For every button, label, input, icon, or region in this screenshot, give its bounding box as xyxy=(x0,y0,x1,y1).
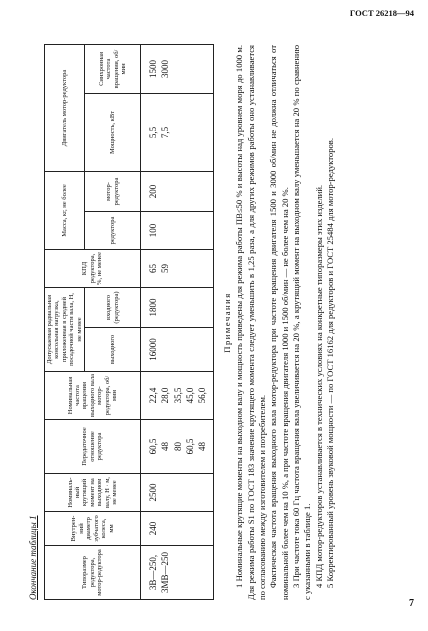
cell-load-in: 1800 xyxy=(141,287,214,327)
cell-mass-reducer: 100 xyxy=(141,211,214,249)
header-load-in: входного (редуктора) xyxy=(85,287,141,327)
header-motor-speed: Синхронная частота вращения, об/мин xyxy=(85,44,141,93)
cell-speeds: 22,4 28,0 35,5 45,0 56,0 xyxy=(141,372,214,420)
notes-title: Примечания xyxy=(222,292,232,353)
cell-efficiency: 65 59 xyxy=(141,249,214,287)
cell-motor-speed: 1500 3000 xyxy=(141,44,214,93)
cell-load-out: 16000 xyxy=(141,328,214,372)
cell-motor-power: 5,5 7,5 xyxy=(141,93,214,171)
note-2: Фактическая частота вращения выходного вала мотор-редуктора при частоте вращения двигателя 1500 и 3000 об/мин не должна отличаться от номинальной более чем на 10 %, а при частоте вращения двигателя 1000 и 1500 об/мин — не более чем на 20 %. xyxy=(268,45,290,600)
cell-mass-motor-reducer: 200 xyxy=(141,171,214,211)
header-efficiency: КПД редуктора, %, не менее xyxy=(45,249,141,287)
standard-code: ГОСТ 26218—94 xyxy=(349,8,414,18)
cell-type: 3В—250, 3МВ—250 xyxy=(141,546,214,600)
header-motor-group: Двигатель мотор-редуктора xyxy=(45,44,85,171)
header-motor-power: Мощность, кВт xyxy=(85,93,141,171)
cell-ratios: 60,5 48 80 60,5 48 xyxy=(141,420,214,474)
header-speed: Номинальная частота вращения выходного вала мотор-редуктора, об/мин xyxy=(45,372,141,420)
note-5: 5 Корректированный уровень звуковой мощности — по ГОСТ 16162 для редукторов и ГОСТ 25484 для мотор-редукторов. xyxy=(325,137,336,588)
header-load-group: Допускаемая радиальная консольная нагрузка, приложенная в средней посадочной части вала, Н, не менее xyxy=(45,287,85,371)
header-mass-motor-reducer: мотор-редуктора xyxy=(85,171,141,211)
cell-center: 240 xyxy=(141,512,214,546)
notes-block xyxy=(222,45,336,600)
header-torque: Номиналь-ный крутящий момент на выходном валу, Н · м, не менее xyxy=(45,474,141,512)
header-mass-group: Масса, кг, не более xyxy=(45,171,85,249)
spec-table xyxy=(44,44,214,600)
note-3: 3 При частоте тока 60 Гц частота вращения вала увеличивается на 20 %, а крутящий момент на выходном валу уменьшается на 20 % по сравнению с указанными в таблице 1. xyxy=(291,45,313,600)
cell-torque: 2500 xyxy=(141,474,214,512)
note-1: 1 Номинальные крутящие моменты на выходном валу и мощность приведены для режима работы ПВ≤50 % и высоты над уровнем моря до 1000 м. Для режима работы S1 по ГОСТ 183 значение крутящего момента следует уменьшить в 1,25 раза, а для других режимов работы оно устанавливается по согласованию между изготовителем и потребителем. xyxy=(234,45,268,600)
header-ratio: Передаточное отношение редуктора xyxy=(45,420,141,474)
table-caption: Окончание таблицы 1 xyxy=(28,515,38,600)
header-type: Типоразмер редуктора, мотор-редуктора xyxy=(45,546,141,600)
rotated-content xyxy=(28,40,373,600)
header-center: Внутрен-ний диаметр зубчатого колеса, мм xyxy=(45,512,141,546)
header-load-out: выходного xyxy=(85,328,141,372)
header-mass-reducer: редуктора xyxy=(85,211,141,249)
note-4: 4 КПД мотор-редукторов устанавливается в технических условиях на конкретные типоразмеры этих изделий. xyxy=(313,184,324,588)
page-number: 7 xyxy=(409,598,414,609)
